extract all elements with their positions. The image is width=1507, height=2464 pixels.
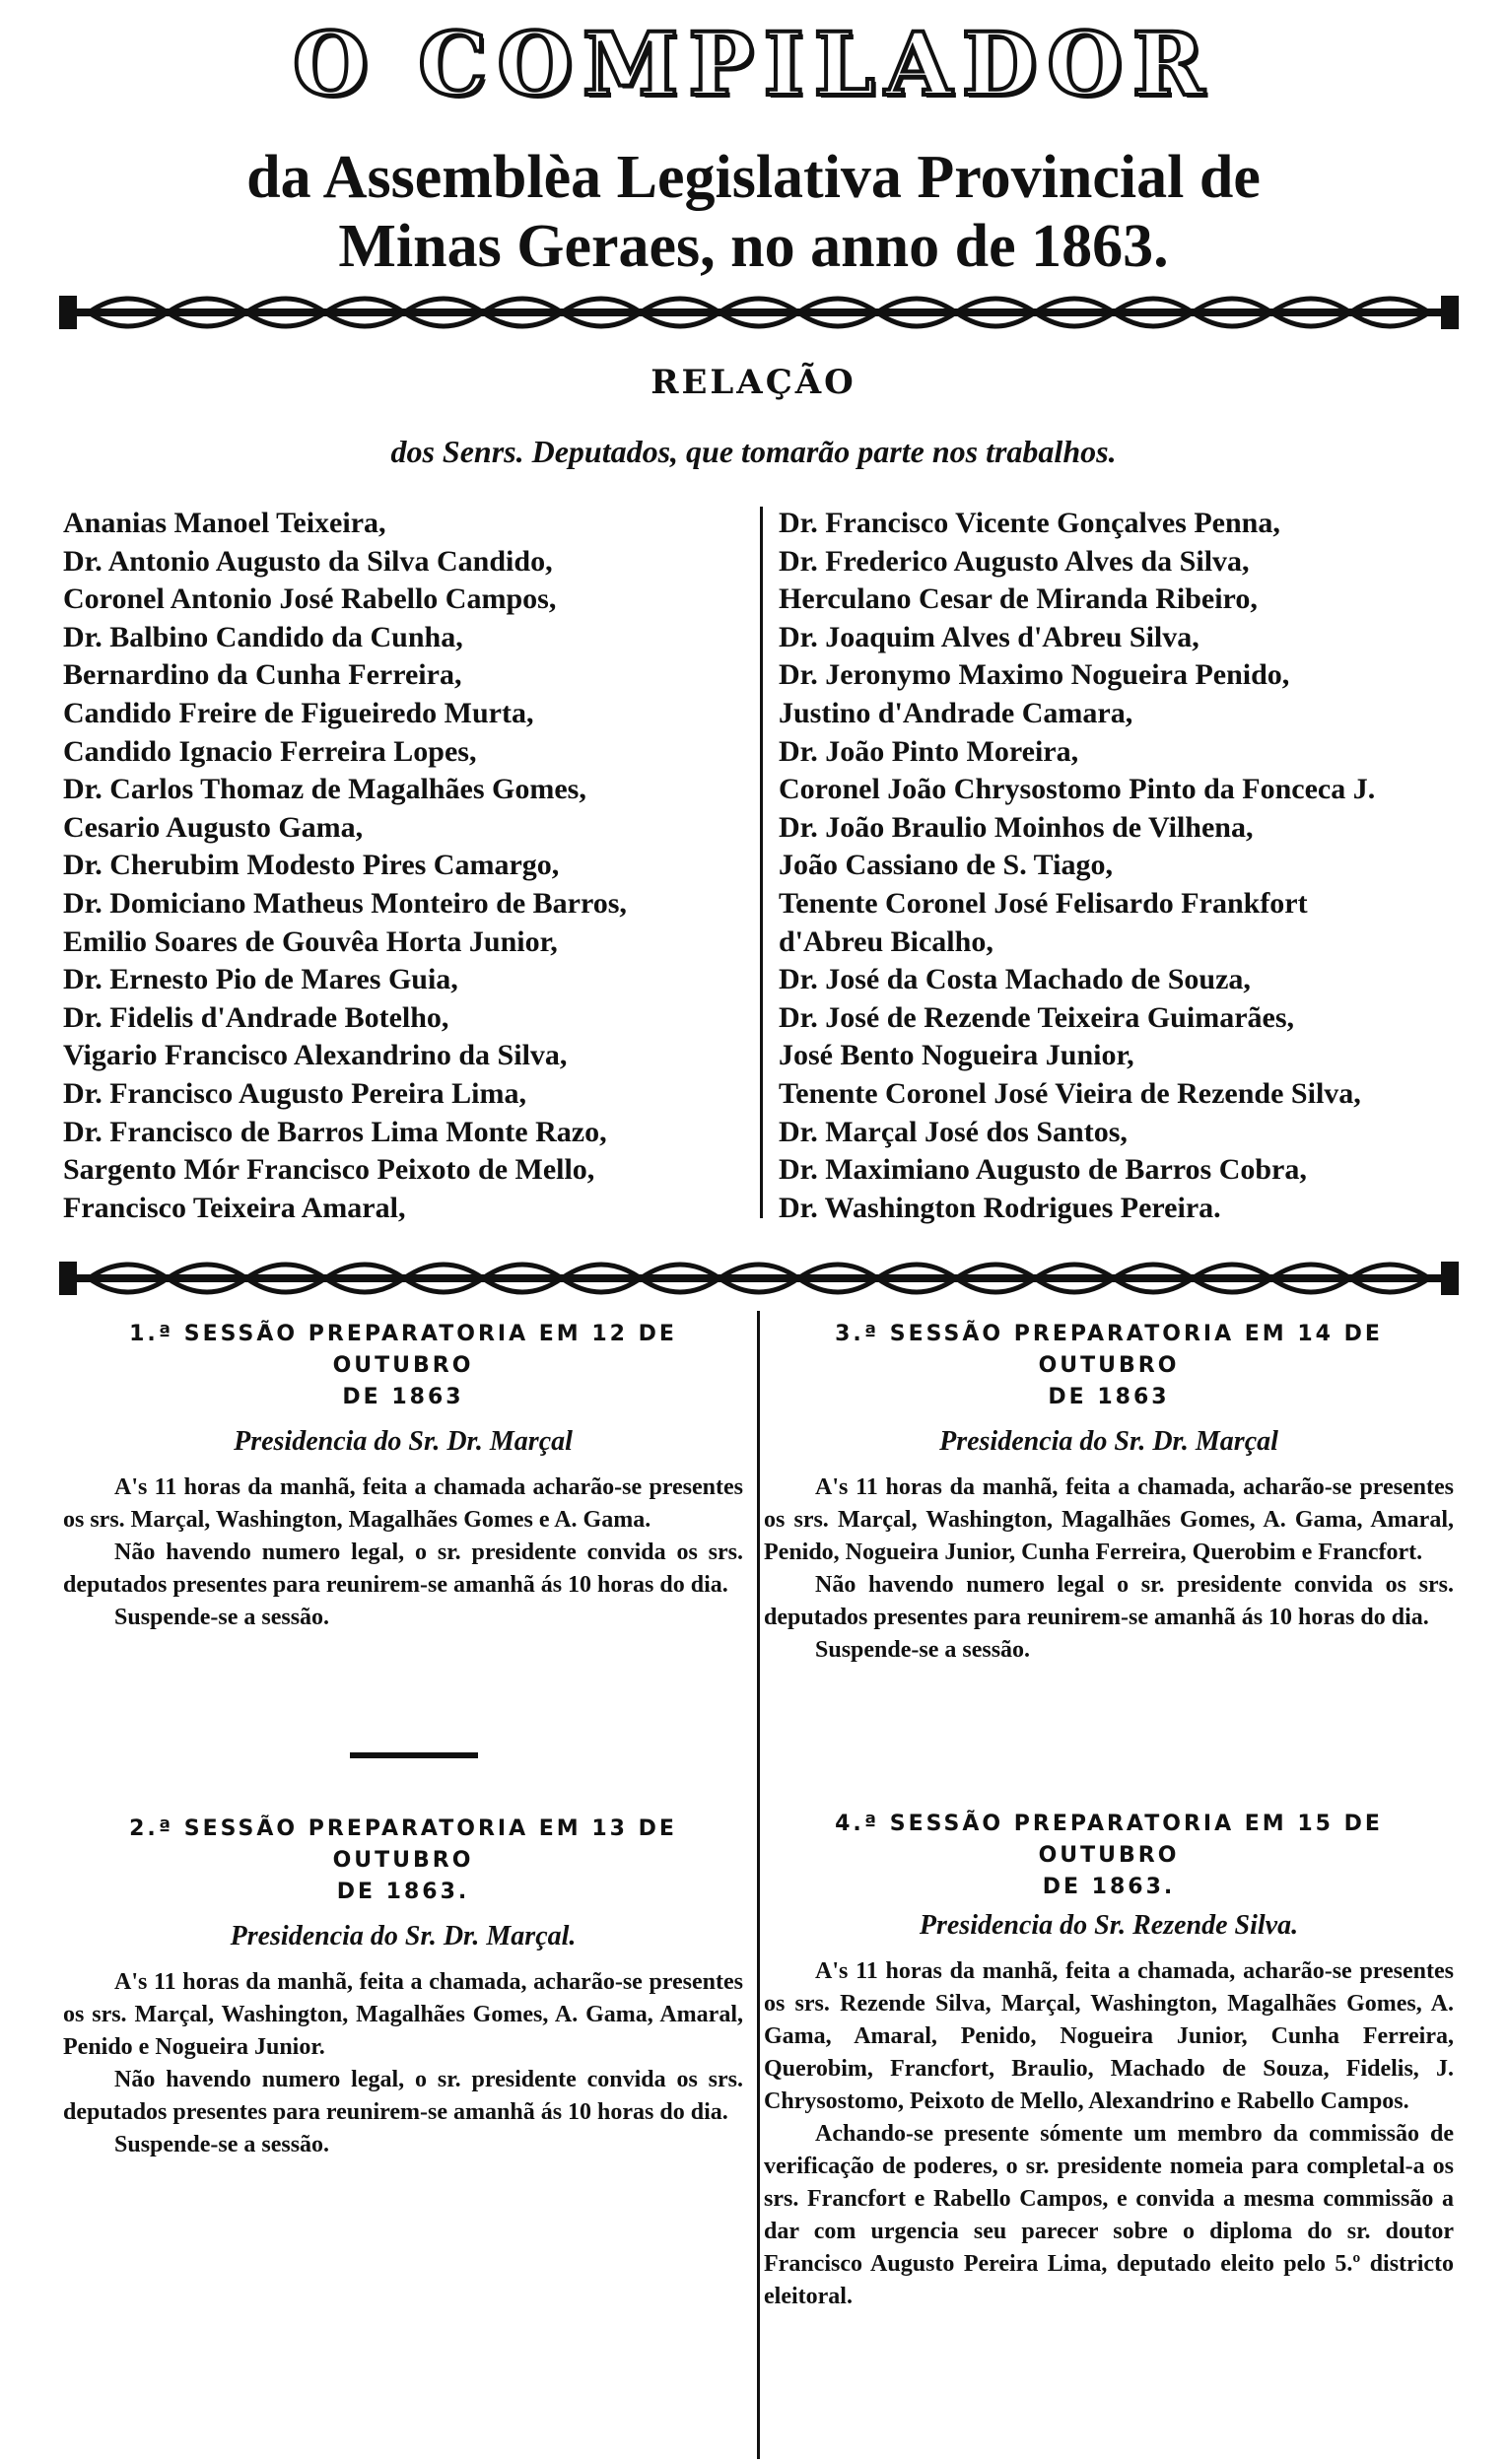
list-item: Bernardino da Cunha Ferreira, — [63, 658, 462, 692]
session-paragraph: Achando-se presente sómente um membro da commissão de verificação de poderes, o sr. presidente nomeia para completal-a os srs. Francfort e Rabello Campos, e convida a mesma commissão a dar com urgencia seu parecer sobre o diploma do sr. doutor Francisco Augusto Pereira Lima, deputado eleito pelo 5.º districto eleitoral. — [764, 2121, 1454, 2309]
list-item: Vigario Francisco Alexandrino da Silva, — [63, 1039, 568, 1072]
masthead-title: O COMPILADOR — [293, 13, 1214, 115]
list-item: Tenente Coronel José Felisardo Frankfort — [779, 886, 1308, 920]
list-item: Coronel João Chrysostomo Pinto da Fonceca J. — [779, 773, 1376, 806]
session-heading-line-1: 1.ª SESSÃO PREPARATORIA EM 12 DE OUTUBRO — [129, 1322, 677, 1378]
session-paragraph: Não havendo numero legal o sr. presidente convida os srs. deputados presentes para reunirem-se amanhã ás 10 horas do dia. — [764, 1572, 1454, 1630]
list-item: Dr. Antonio Augusto da Silva Candido, — [63, 544, 553, 578]
list-item: Herculano Cesar de Miranda Ribeiro, — [779, 582, 1258, 616]
list-intro: dos Senrs. Deputados, que tomarão parte nos trabalhos. — [390, 434, 1117, 469]
ornamental-border-top — [59, 288, 1459, 337]
list-item: José Bento Nogueira Junior, — [779, 1039, 1134, 1072]
list-item: Dr. Washington Rodrigues Pereira. — [779, 1191, 1221, 1224]
list-item: Dr. João Braulio Moinhos de Vilhena, — [779, 810, 1254, 844]
list-item: Dr. Fidelis d'Andrade Botelho, — [63, 1000, 449, 1034]
subtitle-line-2: Minas Geraes, no anno de 1863. — [338, 213, 1169, 280]
list-item: Coronel Antonio José Rabello Campos, — [63, 582, 557, 616]
session-heading-line-1: 2.ª SESSÃO PREPARATORIA EM 13 DE OUTUBRO — [129, 1816, 677, 1873]
session-presidency: Presidencia do Sr. Rezende Silva. — [919, 1910, 1299, 1941]
session-heading-line-1: 3.ª SESSÃO PREPARATORIA EM 14 DE OUTUBRO — [835, 1322, 1383, 1378]
list-item: Cesario Augusto Gama, — [63, 810, 364, 844]
separator-rule — [350, 1752, 478, 1758]
column-divider-top — [760, 507, 763, 1218]
session-presidency: Presidencia do Sr. Dr. Marçal. — [230, 1921, 577, 1951]
session-heading-line-2: DE 1863. — [336, 1880, 470, 1904]
column-divider-bottom — [757, 1311, 760, 2459]
list-item: Dr. Cherubim Modesto Pires Camargo, — [63, 849, 560, 882]
deputies-list-right — [779, 505, 1459, 1227]
session-heading — [63, 1814, 743, 1908]
list-item: Tenente Coronel José Vieira de Rezende Silva, — [779, 1076, 1361, 1110]
session-presidency: Presidencia do Sr. Dr. Marçal — [234, 1426, 573, 1457]
session-heading — [764, 1809, 1454, 1903]
list-item: Dr. Marçal José dos Santos, — [779, 1115, 1128, 1148]
deputies-list-left — [63, 505, 753, 1227]
subtitle-line-1: da Assemblèa Legislativa Provincial de — [246, 144, 1261, 211]
list-item: Candido Freire de Figueiredo Murta, — [63, 696, 534, 729]
list-item: Dr. Ernesto Pio de Mares Guia, — [63, 963, 458, 996]
list-item: Emilio Soares de Gouvêa Horta Junior, — [63, 924, 558, 958]
list-item: Justino d'Andrade Camara, — [779, 696, 1133, 729]
session-paragraph: Não havendo numero legal, o sr. presidente convida os srs. deputados presentes para reunirem-se amanhã ás 10 horas do dia. — [63, 1540, 743, 1598]
session-4 — [764, 1809, 1454, 2313]
session-paragraph: A's 11 horas da manhã, feita a chamada, acharão-se presentes os srs. Rezende Silva, Marçal, Washington, Magalhães Gomes, A. Gama, Amaral, Penido, Nogueira Junior, Cunha Ferreira, Querobim, Francfort, Braulio, Machado de Souza, Fidelis, J. Chrysostomo, Peixoto de Mello, Alexandrino e Rabello Campos. — [764, 1958, 1454, 2114]
list-item: Dr. Frederico Augusto Alves da Silva, — [779, 544, 1250, 578]
list-item: Dr. Maximiano Augusto de Barros Cobra, — [779, 1153, 1307, 1187]
list-item: Dr. José de Rezende Teixeira Guimarães, — [779, 1000, 1294, 1034]
list-item: Dr. Jeronymo Maximo Nogueira Penido, — [779, 658, 1290, 692]
list-item: Dr. Domiciano Matheus Monteiro de Barros, — [63, 886, 627, 920]
list-item: Dr. Joaquim Alves d'Abreu Silva, — [779, 620, 1199, 653]
session-paragraph: A's 11 horas da manhã, feita a chamada, acharão-se presentes os srs. Marçal, Washington, Magalhães Gomes, A. Gama, Amaral, Penido e Nogueira Junior. — [63, 1969, 743, 2060]
list-item: João Cassiano de S. Tiago, — [779, 849, 1113, 882]
list-item: Dr. Francisco Augusto Pereira Lima, — [63, 1076, 526, 1110]
list-item: Dr. João Pinto Moreira, — [779, 734, 1079, 768]
session-paragraph: Suspende-se a sessão. — [114, 1605, 330, 1630]
list-item: Dr. Balbino Candido da Cunha, — [63, 620, 463, 653]
session-2 — [63, 1814, 743, 2161]
session-paragraph: A's 11 horas da manhã, feita a chamada acharão-se presentes os srs. Marçal, Washington, Magalhães Gomes e A. Gama. — [63, 1474, 743, 1533]
list-item: Ananias Manoel Teixeira, — [63, 507, 386, 539]
list-item: Candido Ignacio Ferreira Lopes, — [63, 734, 477, 768]
session-heading-line-2: DE 1863 — [1048, 1385, 1170, 1409]
session-3 — [764, 1319, 1454, 1667]
list-item: Dr. Francisco de Barros Lima Monte Razo, — [63, 1115, 607, 1148]
list-item: Sargento Mór Francisco Peixoto de Mello, — [63, 1153, 595, 1187]
section-heading: RELAÇÃO — [651, 363, 856, 402]
list-item: Francisco Teixeira Amaral, — [63, 1191, 406, 1224]
ornamental-border-middle — [59, 1254, 1459, 1303]
session-1 — [63, 1319, 743, 1634]
session-heading — [764, 1319, 1454, 1413]
session-paragraph: Não havendo numero legal, o sr. presidente convida os srs. deputados presentes para reunirem-se amanhã ás 10 horas do dia. — [63, 2067, 743, 2125]
session-heading-line-1: 4.ª SESSÃO PREPARATORIA EM 15 DE OUTUBRO — [835, 1812, 1383, 1868]
session-presidency: Presidencia do Sr. Dr. Marçal — [939, 1426, 1278, 1457]
session-paragraph: A's 11 horas da manhã, feita a chamada, acharão-se presentes os srs. Marçal, Washington, Magalhães Gomes, A. Gama, Amaral, Penido, Nogueira Junior, Cunha Ferreira, Querobim e Francfort. — [764, 1474, 1454, 1565]
session-heading-line-2: DE 1863. — [1042, 1875, 1176, 1899]
session-heading-line-2: DE 1863 — [342, 1385, 464, 1409]
session-paragraph: Suspende-se a sessão. — [114, 2132, 330, 2157]
list-item: d'Abreu Bicalho, — [779, 924, 993, 958]
list-item: Dr. Carlos Thomaz de Magalhães Gomes, — [63, 773, 586, 806]
session-heading — [63, 1319, 743, 1413]
list-item: Dr. José da Costa Machado de Souza, — [779, 963, 1251, 996]
list-item: Dr. Francisco Vicente Gonçalves Penna, — [779, 507, 1280, 539]
session-paragraph: Suspende-se a sessão. — [815, 1637, 1031, 1663]
